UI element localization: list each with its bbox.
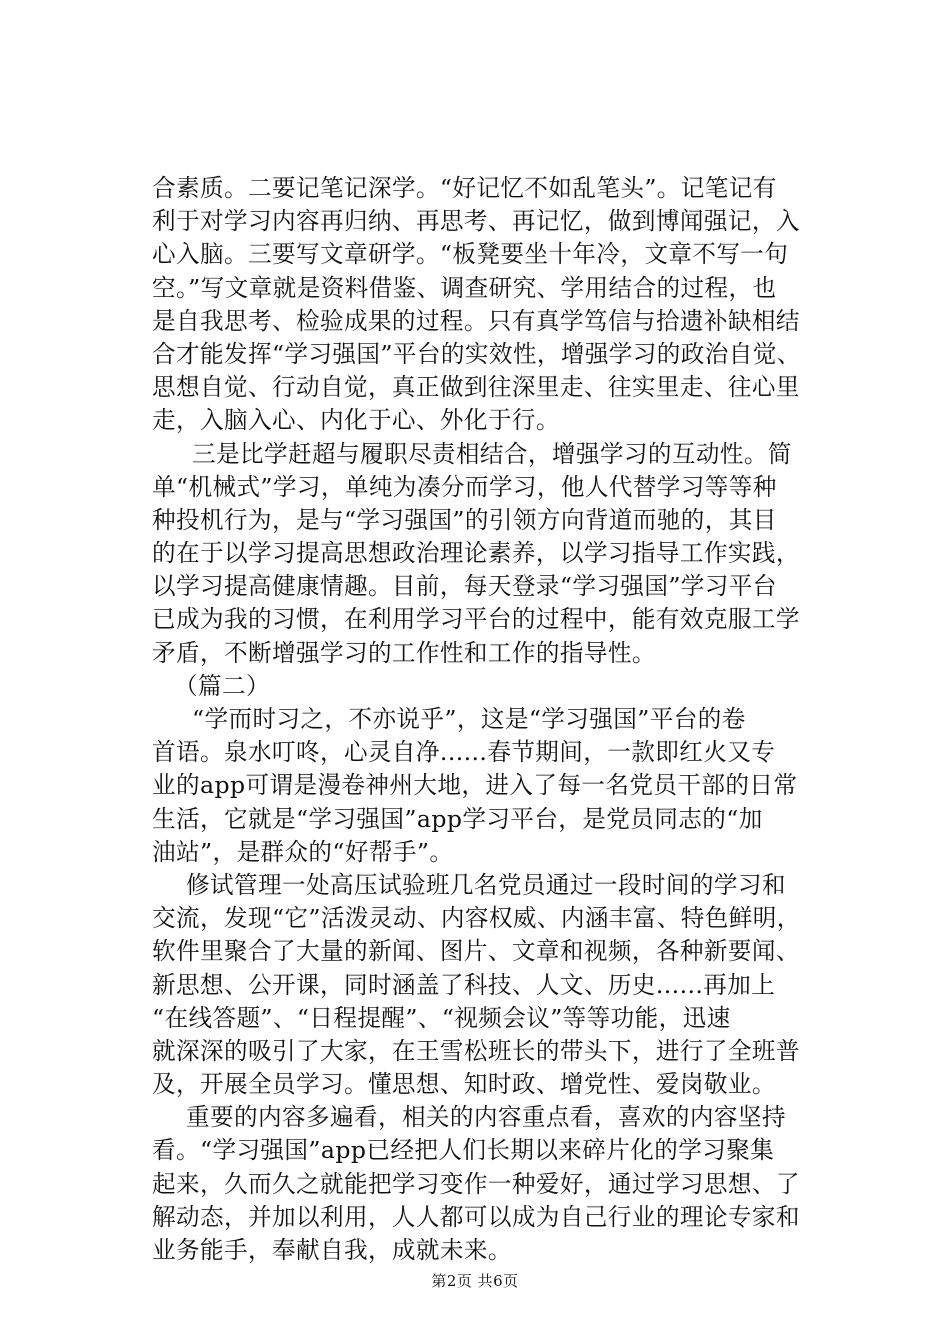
text-line: 是自我思考、检验成果的过程。只有真学笃信与拾遗补缺相结 bbox=[152, 306, 800, 335]
text-line: 软件里聚合了大量的新闻、图片、文章和视频，各种新要闻、 bbox=[152, 937, 800, 966]
text-line: 已成为我的习惯，在利用学习平台的过程中，能有效克服工学 bbox=[152, 605, 800, 634]
text-line: 走，入脑入心、内化于心、外化于行。 bbox=[152, 406, 560, 435]
text-line: 思想自觉、行动自觉，真正做到往深里走、往实里走、往心里 bbox=[152, 373, 800, 402]
text-line: 业的app可谓是漫卷神州大地，进入了每一名党员干部的日常 bbox=[152, 771, 798, 800]
text-line: 就深深的吸引了大家，在王雪松班长的带头下，进行了全班普 bbox=[152, 1036, 800, 1065]
page-number-footer: 第2页 共6页 bbox=[431, 1272, 519, 1290]
text-line: 矛盾，不断增强学习的工作性和工作的指导性。 bbox=[152, 638, 656, 667]
body-text bbox=[152, 172, 858, 1267]
text-line: 业务能手，奉献自我，成就未来。 bbox=[152, 1236, 512, 1264]
text-line: 首语。泉水叮咚，心灵自净......春节期间，一款即红火又专 bbox=[152, 738, 776, 767]
text-line: 心入脑。三要写文章研学。“板凳要坐十年冷，文章不写一句 bbox=[152, 240, 789, 269]
text-line: 空。”写文章就是资料借鉴、调查研究、学用结合的过程，也 bbox=[152, 273, 777, 302]
text-line: 看。“学习强国”app已经把人们长期以来碎片化的学习聚集 bbox=[152, 1136, 775, 1165]
text-line: 合才能发挥“学习强国”平台的实效性，增强学习的政治自觉、 bbox=[152, 339, 801, 368]
text-line: 种投机行为，是与“学习强国”的引领方向背道而驰的，其目 bbox=[152, 505, 777, 534]
text-line: 解动态，并加以利用，人人都可以成为自己行业的理论专家和 bbox=[152, 1202, 800, 1231]
text-line: 的在于以学习提高思想政治理论素养，以学习指导工作实践， bbox=[152, 539, 800, 568]
section-heading: （篇二） bbox=[174, 671, 270, 700]
text-line: 生活，它就是“学习强国”app学习平台，是党员同志的“加 bbox=[152, 804, 763, 833]
text-line: 起来，久而久之就能把学习变作一种爱好，通过学习思想、了 bbox=[152, 1169, 800, 1198]
text-line: 交流，发现“它”活泼灵动、内容权威、内涵丰富、特色鲜明， bbox=[152, 904, 801, 933]
text-line: 及，开展全员学习。懂思想、知时政、增党性、爱岗敬业。 bbox=[152, 1070, 776, 1099]
text-line: 以学习提高健康情趣。目前，每天登录“学习强国”学习平台 bbox=[152, 572, 777, 601]
paragraph-start-line: “学而时习之，不亦说乎”，这是“学习强国”平台的卷 bbox=[192, 705, 746, 733]
text-line: 合素质。二要记笔记深学。“好记忆不如乱笔头”。记笔记有 bbox=[152, 174, 777, 202]
paragraph-start-line: 三是比学赶超与履职尽责相结合，增强学习的互动性。简 bbox=[192, 439, 792, 468]
paragraph-start-line: 重要的内容多遍看，相关的内容重点看，喜欢的内容坚持 bbox=[186, 1103, 786, 1132]
text-line: “在线答题”、“日程提醒”、“视频会议”等等功能，迅速 bbox=[152, 1003, 731, 1032]
paragraph-start-line: 修试管理一处高压试验班几名党员通过一段时间的学习和 bbox=[186, 870, 786, 899]
text-line: 单“机械式”学习，单纯为凑分而学习，他人代替学习等等种 bbox=[152, 472, 777, 501]
text-line: 利于对学习内容再归纳、再思考、再记忆，做到博闻强记，入 bbox=[152, 207, 800, 236]
text-line: 新思想、公开课，同时涵盖了科技、人文、历史......再加上 bbox=[152, 970, 776, 999]
text-line: 油站”，是群众的“好帮手”。 bbox=[152, 837, 454, 866]
